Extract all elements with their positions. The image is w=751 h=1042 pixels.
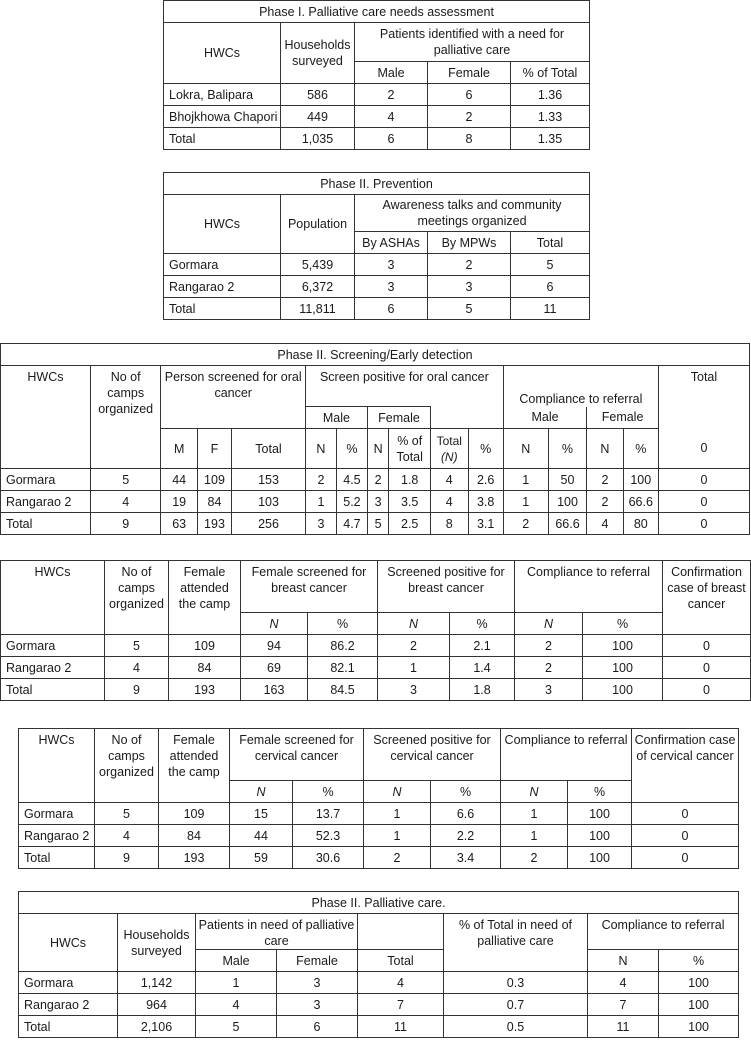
cell: 2.1: [450, 635, 515, 657]
cell: 4: [355, 106, 428, 128]
cell: 9: [105, 679, 169, 701]
header-hwcs: HWCs: [1, 561, 105, 613]
cell: 4.5: [336, 469, 367, 491]
cell: 0: [663, 679, 751, 701]
header-compliance: Compliance to referral: [515, 561, 663, 613]
header-total: Total: [658, 366, 749, 429]
cell: 86.2: [308, 635, 378, 657]
header-hwcs: HWCs: [19, 729, 95, 781]
cell: 3.1: [468, 513, 503, 535]
cell: 3.5: [389, 491, 431, 513]
cell: 1: [501, 825, 568, 847]
cell: 52.3: [293, 825, 364, 847]
header-female: Female: [367, 407, 430, 429]
cell: 0: [663, 635, 751, 657]
cell: 1.4: [450, 657, 515, 679]
cell: 0: [658, 513, 749, 535]
cell: 100: [548, 491, 587, 513]
header-n: N: [501, 781, 568, 803]
header-male: Male: [196, 950, 277, 972]
header-patients: Patients in need of palliative care: [196, 914, 358, 950]
cell: 0: [632, 847, 739, 869]
table-row: [19, 825, 739, 847]
cell: 6: [428, 84, 511, 106]
prevention-table: [163, 172, 590, 320]
header-blank: [358, 914, 444, 950]
cell: 2: [501, 847, 568, 869]
header-positive: Screened positive for cervical cancer: [364, 729, 501, 781]
header-screen-positive: Screen positive for oral cancer: [305, 366, 503, 407]
header-blank: [90, 429, 161, 469]
table-row: [19, 1016, 739, 1038]
header-pct: %: [308, 613, 378, 635]
cervical-screening-table: [18, 728, 739, 869]
cell: 449: [281, 106, 355, 128]
cell: 3: [277, 972, 358, 994]
cell: 4: [105, 657, 169, 679]
header-pct: %: [548, 429, 587, 469]
header-pct: %: [568, 781, 632, 803]
header-male: Male: [305, 407, 367, 429]
cell: 2.2: [431, 825, 501, 847]
cell: 1: [503, 491, 548, 513]
cell: 3: [355, 276, 428, 298]
header-patients: Patients identified with a need for palliative care: [355, 23, 590, 62]
cell: 2: [364, 847, 431, 869]
header-positive: Screened positive for breast cancer: [378, 561, 515, 613]
cell: 7: [588, 994, 659, 1016]
table-row: [164, 276, 590, 298]
header-screened: Female screened for cervical cancer: [230, 729, 364, 781]
cell: 6: [355, 128, 428, 150]
cell: 100: [659, 994, 739, 1016]
header-n: N: [587, 429, 623, 469]
cell: 59: [230, 847, 293, 869]
header-pct: %: [623, 429, 658, 469]
cell: 109: [169, 635, 241, 657]
cell-hwc: Rangarao 2: [164, 276, 281, 298]
cell: 2: [515, 657, 583, 679]
cell-hwc: Bhojkhowa Chapori: [164, 106, 281, 128]
cell: 2: [587, 491, 623, 513]
table-row: [164, 298, 590, 320]
cell: 2: [378, 635, 450, 657]
cell: 84.5: [308, 679, 378, 701]
header-blank: [444, 950, 588, 972]
cell: 2: [587, 469, 623, 491]
header-blank: [105, 613, 169, 635]
header-hwcs: HWCs: [1, 366, 91, 429]
cell: 100: [659, 972, 739, 994]
cell: 2: [428, 254, 511, 276]
cell: 256: [232, 513, 306, 535]
table-row: [164, 254, 590, 276]
cell: 2,106: [118, 1016, 196, 1038]
cell: 0.5: [444, 1016, 588, 1038]
cell: 2: [428, 106, 511, 128]
header-male: Male: [503, 407, 586, 429]
table-title: Phase II. Palliative care.: [19, 892, 739, 914]
cell-hwc: Gormara: [19, 972, 118, 994]
cell: 66.6: [623, 491, 658, 513]
cell: 0.7: [444, 994, 588, 1016]
header-blank: [1, 429, 91, 469]
cell: 2: [503, 513, 548, 535]
cell: 5: [90, 469, 161, 491]
oral-screening-table: [0, 343, 750, 535]
header-households: Households surveyed: [281, 23, 355, 84]
cell: 0.3: [444, 972, 588, 994]
cell: 1,142: [118, 972, 196, 994]
cell: 1,035: [281, 128, 355, 150]
cell: 1: [378, 657, 450, 679]
cell: 0: [632, 825, 739, 847]
cell: 3: [367, 491, 388, 513]
table-row: [164, 106, 590, 128]
cell-hwc: Gormara: [19, 803, 95, 825]
header-blank: [159, 781, 230, 803]
header-compliance: Compliance to referral: [588, 914, 739, 950]
header-camps: No of camps organized: [105, 561, 169, 613]
cell: 163: [241, 679, 308, 701]
table-row: [164, 84, 590, 106]
header-n: N: [588, 950, 659, 972]
cell: 8: [431, 513, 468, 535]
cell: 69: [241, 657, 308, 679]
palliative-care-table: [18, 891, 739, 1038]
header-male: Male: [355, 62, 428, 84]
table-title: Phase II. Prevention: [164, 173, 590, 195]
header-female: Female: [428, 62, 511, 84]
cell: 6,372: [281, 276, 355, 298]
header-f: F: [197, 429, 231, 469]
cell: 30.6: [293, 847, 364, 869]
cell: 2.6: [468, 469, 503, 491]
cell: 66.6: [548, 513, 587, 535]
cell: 4: [95, 825, 159, 847]
cell: 5: [95, 803, 159, 825]
header-person-screened: Person screened for oral cancer: [161, 366, 305, 429]
header-n: N: [241, 613, 308, 635]
table-row: [1, 469, 750, 491]
cell: 82.1: [308, 657, 378, 679]
cell: 1: [503, 469, 548, 491]
header-attended: Female attended the camp: [169, 561, 241, 613]
cell-hwc: Total: [19, 1016, 118, 1038]
header-confirm: Confirmation case of breast cancer: [663, 561, 751, 613]
cell: 6: [277, 1016, 358, 1038]
cell: 6: [355, 298, 428, 320]
cell: 19: [161, 491, 197, 513]
cell: 0: [663, 657, 751, 679]
cell: 2: [355, 84, 428, 106]
header-female: Female: [277, 950, 358, 972]
cell: 0: [658, 491, 749, 513]
header-blank: [169, 613, 241, 635]
table-row: [1, 635, 751, 657]
cell: 4: [431, 469, 468, 491]
header-blank: [1, 613, 105, 635]
cell: 100: [623, 469, 658, 491]
table-row: [19, 803, 739, 825]
header-pct: %: [468, 429, 503, 469]
cell: 0: [658, 469, 749, 491]
cell: 100: [583, 635, 663, 657]
breast-screening-table: [0, 560, 751, 701]
table-row: [1, 679, 751, 701]
cell: 1: [196, 972, 277, 994]
table-row: [19, 994, 739, 1016]
cell: 193: [169, 679, 241, 701]
cell: 1: [364, 825, 431, 847]
cell-hwc: Gormara: [1, 469, 91, 491]
header-compliance: Compliance to referral: [503, 366, 658, 407]
cell: 6.6: [431, 803, 501, 825]
cell: 84: [197, 491, 231, 513]
header-population: Population: [281, 195, 355, 254]
header-pct: %: [336, 429, 367, 469]
cell: 3.8: [468, 491, 503, 513]
cell: 100: [583, 657, 663, 679]
header-n: N: [230, 781, 293, 803]
table-row: [1, 513, 750, 535]
cell: 1.33: [511, 106, 590, 128]
cell: 109: [159, 803, 230, 825]
cell: 50: [548, 469, 587, 491]
header-n: N: [378, 613, 450, 635]
header-hwcs: HWCs: [164, 23, 281, 84]
cell: 11: [511, 298, 590, 320]
cell: 5: [196, 1016, 277, 1038]
header-female: Female: [587, 407, 659, 429]
cell: 5,439: [281, 254, 355, 276]
cell: 5: [428, 298, 511, 320]
header-pct-total: % of Total: [389, 429, 431, 469]
cell: 2.5: [389, 513, 431, 535]
cell-hwc: Rangarao 2: [1, 657, 105, 679]
header-zero: 0: [658, 429, 749, 469]
cell: 94: [241, 635, 308, 657]
cell: 8: [428, 128, 511, 150]
header-blank: [663, 613, 751, 635]
cell: 84: [159, 825, 230, 847]
cell-hwc: Total: [1, 679, 105, 701]
cell: 5.2: [336, 491, 367, 513]
cell-hwc: Rangarao 2: [1, 491, 91, 513]
cell: 964: [118, 994, 196, 1016]
cell: 4: [431, 491, 468, 513]
header-n: N: [515, 613, 583, 635]
cell: 11: [358, 1016, 444, 1038]
cell-hwc: Gormara: [164, 254, 281, 276]
header-n: N: [364, 781, 431, 803]
cell: 2: [515, 635, 583, 657]
total-n-unit: (N): [440, 449, 458, 464]
cell-hwc: Total: [1, 513, 91, 535]
header-ashas: By ASHAs: [355, 232, 428, 254]
cell: 44: [161, 469, 197, 491]
cell: 193: [197, 513, 231, 535]
header-total: Total: [511, 232, 590, 254]
header-blank: [431, 407, 504, 429]
cell: 1: [305, 491, 336, 513]
cell: 100: [568, 825, 632, 847]
header-total-n: [431, 429, 468, 469]
cell: 2: [367, 469, 388, 491]
header-pct: %: [431, 781, 501, 803]
header-camps: No of camps organized: [95, 729, 159, 781]
cell: 5: [511, 254, 590, 276]
cell: 9: [90, 513, 161, 535]
header-n: N: [503, 429, 548, 469]
cell: 1: [501, 803, 568, 825]
cell: 1.36: [511, 84, 590, 106]
cell: 193: [159, 847, 230, 869]
cell: 5: [105, 635, 169, 657]
cell: 586: [281, 84, 355, 106]
cell: 3: [428, 276, 511, 298]
header-pct: %: [450, 613, 515, 635]
cell: 103: [232, 491, 306, 513]
cell: 100: [568, 847, 632, 869]
header-screened: Female screened for breast cancer: [241, 561, 378, 613]
cell: 100: [583, 679, 663, 701]
table-row: [19, 847, 739, 869]
cell: 5: [367, 513, 388, 535]
table-row: [1, 491, 750, 513]
header-blank: [632, 781, 739, 803]
header-blank: [19, 781, 95, 803]
table-row: [164, 128, 590, 150]
cell-hwc: Total: [164, 298, 281, 320]
cell: 1.8: [389, 469, 431, 491]
cell-hwc: Total: [164, 128, 281, 150]
cell: 63: [161, 513, 197, 535]
header-blank: [95, 781, 159, 803]
cell: 109: [197, 469, 231, 491]
cell: 80: [623, 513, 658, 535]
cell: 3: [355, 254, 428, 276]
header-pct-total: % of Total: [511, 62, 590, 84]
header-total: Total: [232, 429, 306, 469]
header-mpws: By MPWs: [428, 232, 511, 254]
cell-hwc: Rangarao 2: [19, 825, 95, 847]
cell-hwc: Rangarao 2: [19, 994, 118, 1016]
total-n-label: Total: [436, 433, 462, 448]
table-title: Phase II. Screening/Early detection: [1, 344, 750, 366]
header-total: Total: [358, 950, 444, 972]
cell: 100: [659, 1016, 739, 1038]
cell: 4.7: [336, 513, 367, 535]
cell: 7: [358, 994, 444, 1016]
cell: 11: [588, 1016, 659, 1038]
cell: 3: [515, 679, 583, 701]
header-awareness: Awareness talks and community meetings organized: [355, 195, 590, 232]
header-camps: No of camps organized: [90, 366, 161, 429]
cell: 4: [588, 972, 659, 994]
cell: 4: [90, 491, 161, 513]
cell: 84: [169, 657, 241, 679]
cell: 3.4: [431, 847, 501, 869]
header-n: N: [367, 429, 388, 469]
header-attended: Female attended the camp: [159, 729, 230, 781]
cell: 1.8: [450, 679, 515, 701]
table-row: [1, 657, 751, 679]
cell: 1.35: [511, 128, 590, 150]
header-confirm: Confirmation case of cervical cancer: [632, 729, 739, 781]
cell-hwc: Lokra, Balipara: [164, 84, 281, 106]
cell: 100: [568, 803, 632, 825]
table-row: [19, 972, 739, 994]
cell: 3: [305, 513, 336, 535]
header-hwcs: HWCs: [164, 195, 281, 254]
header-pct: %: [293, 781, 364, 803]
header-n: N: [305, 429, 336, 469]
header-hwcs: HWCs: [19, 914, 118, 972]
header-pct-total: % of Total in need of palliative care: [444, 914, 588, 950]
cell-hwc: Total: [19, 847, 95, 869]
cell: 15: [230, 803, 293, 825]
header-compliance: Compliance to referral: [501, 729, 632, 781]
cell: 153: [232, 469, 306, 491]
header-pct: %: [659, 950, 739, 972]
cell: 2: [305, 469, 336, 491]
palliative-needs-table: [163, 0, 590, 150]
cell: 13.7: [293, 803, 364, 825]
header-m: M: [161, 429, 197, 469]
header-households: Households surveyed: [118, 914, 196, 972]
cell: 3: [277, 994, 358, 1016]
cell: 4: [196, 994, 277, 1016]
cell-hwc: Gormara: [1, 635, 105, 657]
cell: 4: [358, 972, 444, 994]
table-title: Phase I. Palliative care needs assessment: [164, 1, 590, 23]
cell: 3: [378, 679, 450, 701]
cell: 4: [587, 513, 623, 535]
cell: 0: [632, 803, 739, 825]
header-pct: %: [583, 613, 663, 635]
cell: 11,811: [281, 298, 355, 320]
cell: 44: [230, 825, 293, 847]
cell: 9: [95, 847, 159, 869]
cell: 1: [364, 803, 431, 825]
cell: 6: [511, 276, 590, 298]
